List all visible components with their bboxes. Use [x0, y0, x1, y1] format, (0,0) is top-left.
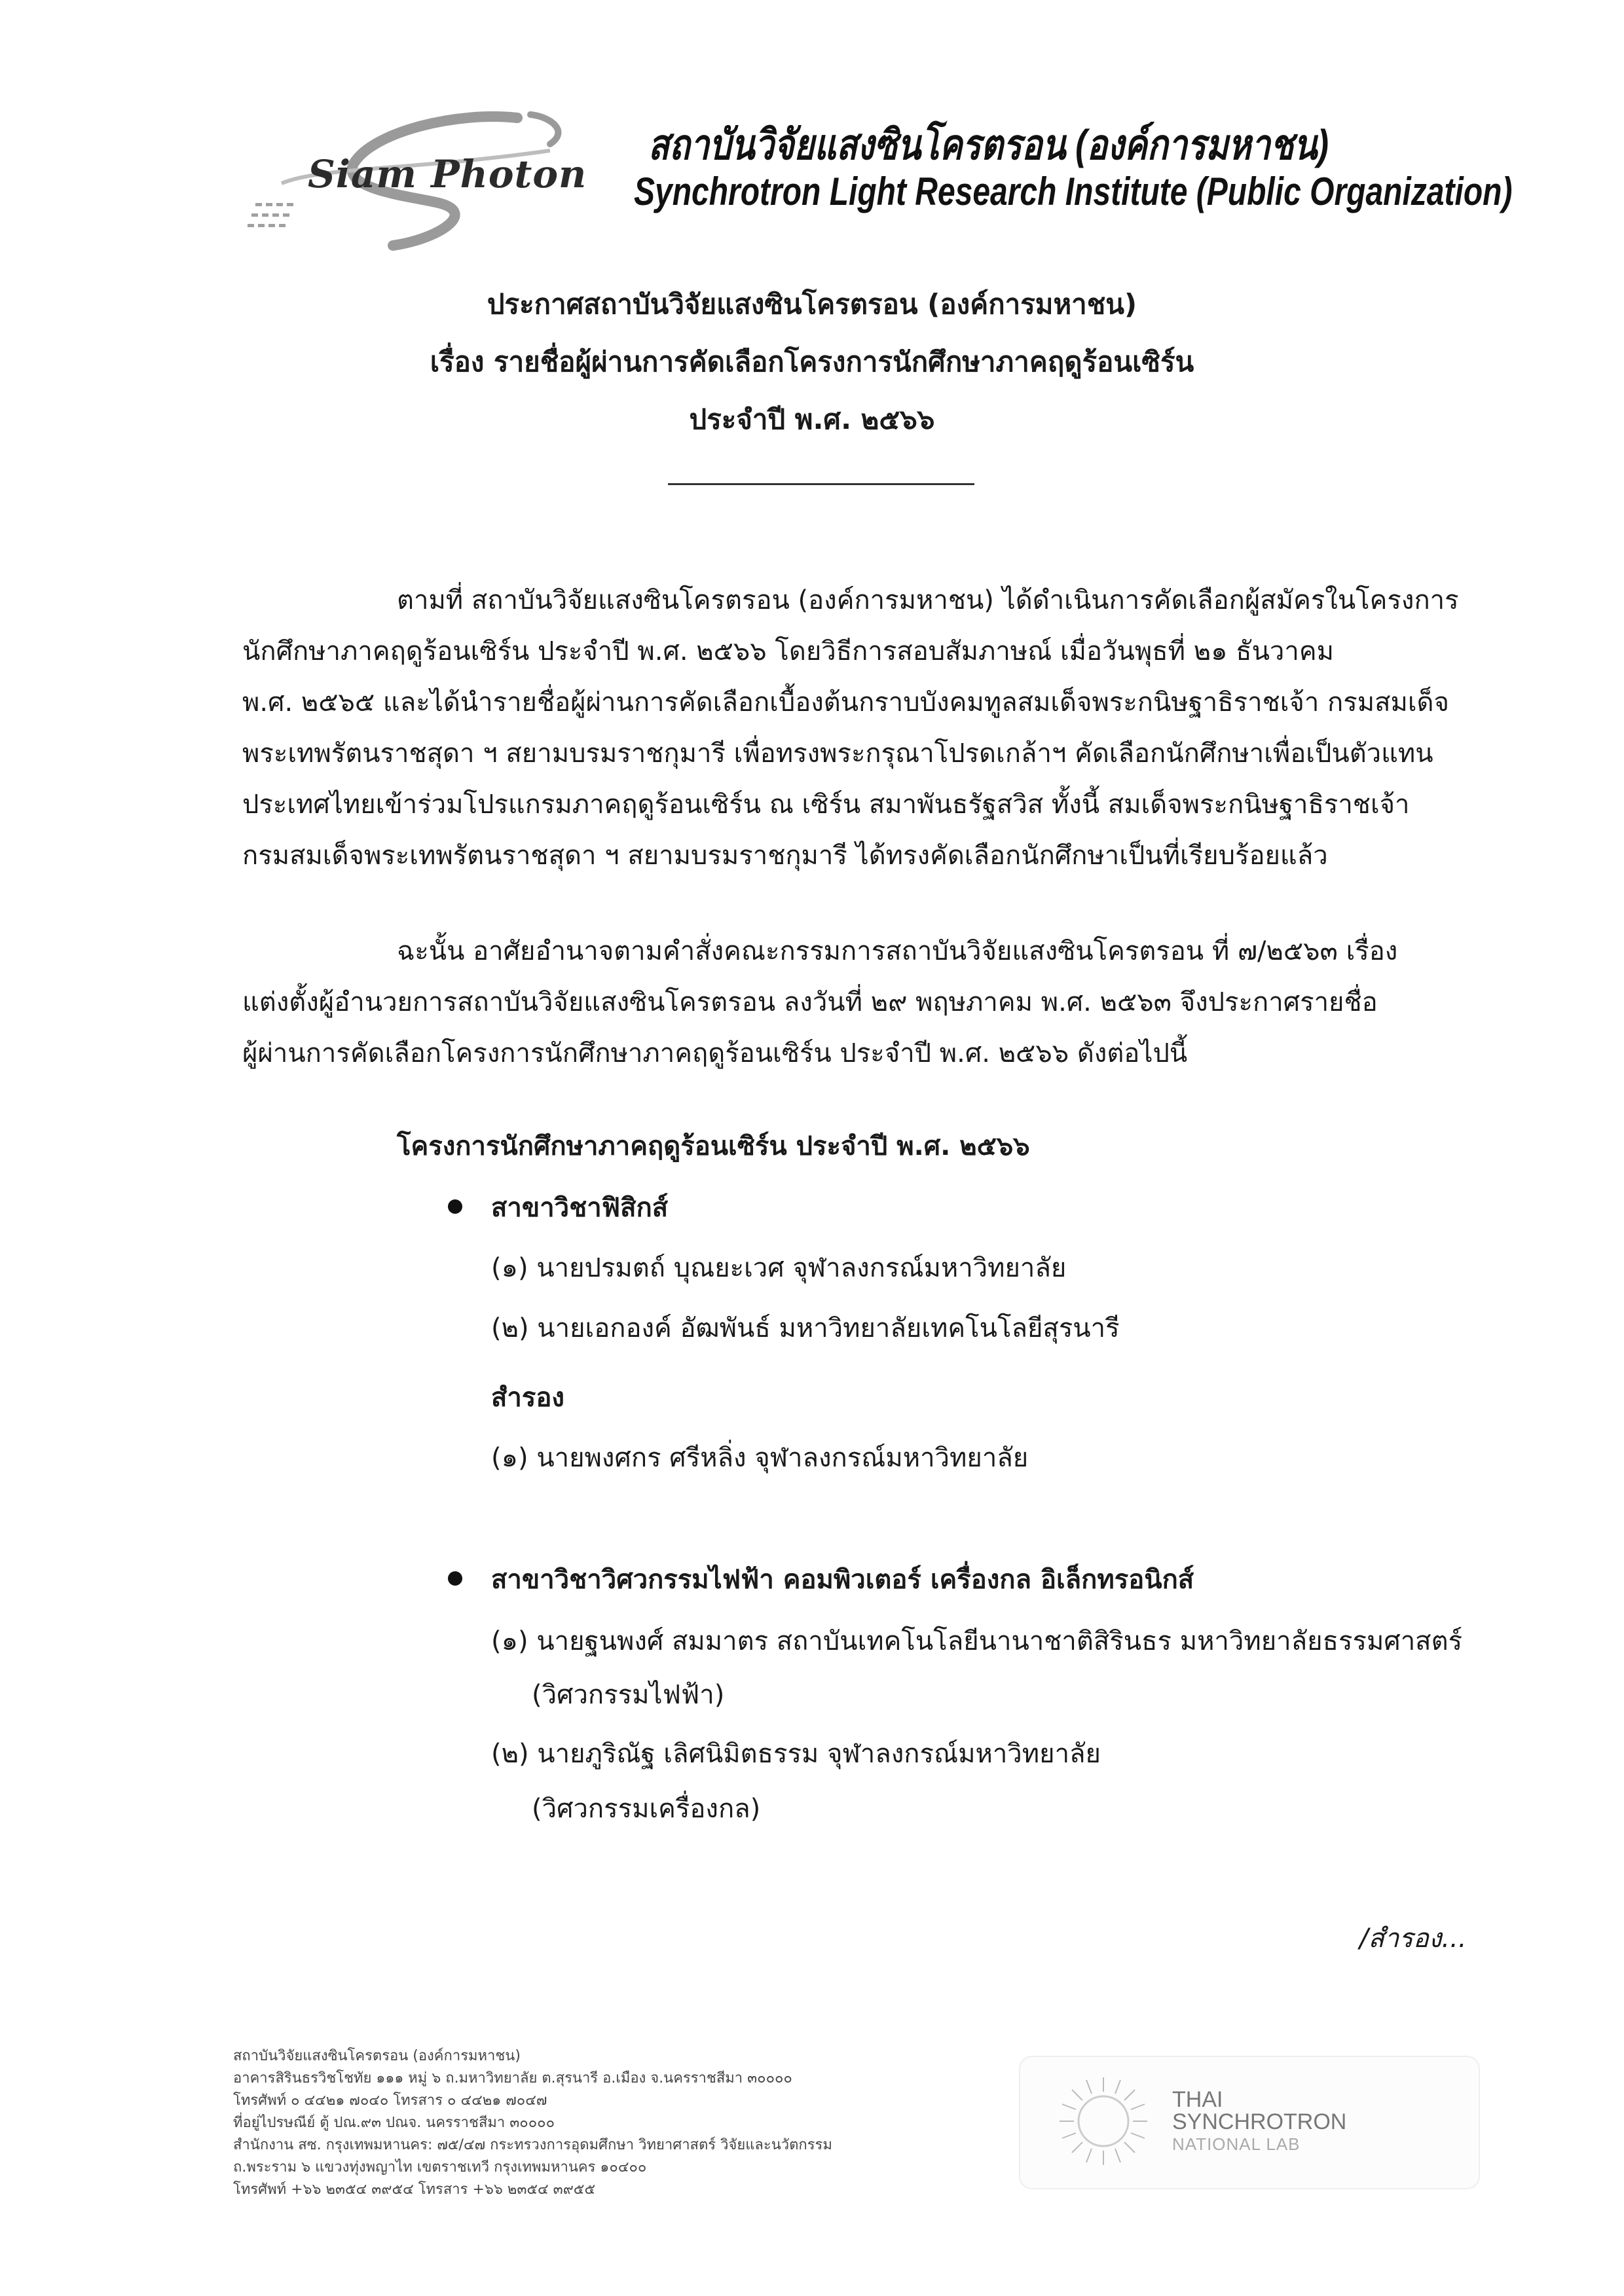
- physics-item: (๑) นายปรมตถ์ บุณยะเวศ จุฬาลงกรณ์มหาวิทยาลัย: [491, 1253, 1067, 1283]
- program-heading: โครงการนักศึกษาภาคฤดูร้อนเซิร์น ประจำปี พ.ศ. ๒๕๖๖: [397, 1131, 1030, 1161]
- para1-line: พระเทพรัตนราชสุดา ฯ สยามบรมราชกุมารี เพื่อทรงพระกรุณาโปรดเกล้าฯ คัดเลือกนักศึกษาเพื่อเป็นตัวแทน: [242, 738, 1433, 769]
- physics-reserve-heading: สำรอง: [491, 1383, 564, 1413]
- footer-line: โทรศัพท์ ๐ ๔๔๒๑ ๗๐๔๐ โทรสาร ๐ ๔๔๒๑ ๗๐๔๗: [233, 2092, 547, 2109]
- announcement-title-line2: เรื่อง รายชื่อผู้ผ่านการคัดเลือกโครงการนักศึกษาภาคฤดูร้อนเซิร์น: [430, 346, 1194, 378]
- para1-line: พ.ศ. ๒๕๖๕ และได้นำรายชื่อผู้ผ่านการคัดเลือกเบื้องต้นกราบบังคมทูลสมเด็จพระกนิษฐาธิราชเจ้า กรมสมเด็จ: [242, 687, 1449, 718]
- bullet-icon: [448, 1199, 462, 1214]
- physics-item: (๒) นายเอกองค์ อัฒพันธ์ มหาวิทยาลัยเทคโนโลยีสุรนารี: [491, 1313, 1120, 1343]
- institute-name-thai: สถาบันวิจัยแสงซินโครตรอน (องค์การมหาชน): [648, 121, 1329, 168]
- para1-line: นักศึกษาภาคฤดูร้อนเซิร์น ประจำปี พ.ศ. ๒๕๖๖ โดยวิธีการสอบสัมภาษณ์ เมื่อวันพุธที่ ๒๑ ธันวาคม: [242, 636, 1334, 666]
- title-divider: [668, 483, 974, 485]
- bullet-icon: [448, 1571, 462, 1586]
- engineering-item: (๑) นายฐนพงศ์ สมมาตร สถาบันเทคโนโลยีนานาชาติสิรินธร มหาวิทยาลัยธรรมศาสตร์: [491, 1626, 1463, 1656]
- engineering-heading: สาขาวิชาวิศวกรรมไฟฟ้า คอมพิวเตอร์ เครื่องกล อิเล็กทรอนิกส์: [491, 1565, 1194, 1595]
- physics-heading: สาขาวิชาฟิสิกส์: [491, 1193, 669, 1223]
- announcement-title-line1: ประกาศสถาบันวิจัยแสงซินโครตรอน (องค์การมหาชน): [487, 288, 1137, 320]
- para2-line: แต่งตั้งผู้อำนวยการสถาบันวิจัยแสงซินโครตรอน ลงวันที่ ๒๙ พฤษภาคม พ.ศ. ๒๕๖๓ จึงประกาศรายชื่อ: [242, 987, 1378, 1017]
- footer-line: สถาบันวิจัยแสงซินโครตรอน (องค์การมหาชน): [233, 2048, 521, 2064]
- footer-line: โทรศัพท์ +๖๖ ๒๓๕๔ ๓๙๕๔ โทรสาร +๖๖ ๒๓๕๔ ๓๙๕๕: [233, 2181, 596, 2198]
- synchrotron-ring-icon: [1054, 2072, 1153, 2170]
- engineering-item: (๒) นายภูริณัฐ เลิศนิมิตธรรม จุฬาลงกรณ์มหาวิทยาลัย: [491, 1739, 1101, 1769]
- footer-line: สำนักงาน สซ. กรุงเทพมหานคร: ๗๕/๔๗ กระทรวงการอุดมศึกษา วิทยาศาสตร์ วิจัยและนวัตกรรม: [233, 2137, 832, 2153]
- footer-line: อาคารสิรินธรวิชโชทัย ๑๑๑ หมู่ ๖ ถ.มหาวิทยาลัย ต.สุรนารี อ.เมือง จ.นครราชสีมา ๓๐๐๐๐: [233, 2070, 792, 2086]
- para2-line: ผู้ผ่านการคัดเลือกโครงการนักศึกษาภาคฤดูร้อนเซิร์น ประจำปี พ.ศ. ๒๕๖๖ ดังต่อไปนี้: [242, 1038, 1188, 1068]
- logo-wordmark: Siam Photon: [308, 152, 587, 196]
- engineering-item-sub: (วิศวกรรมไฟฟ้า): [532, 1680, 725, 1710]
- footer-line: ที่อยู่ไปรษณีย์ ตู้ ปณ.๙๓ ปณจ. นครราชสีมา ๓๐๐๐๐: [233, 2115, 555, 2131]
- announcement-title-line3: ประจำปี พ.ศ. ๒๕๖๖: [689, 403, 935, 435]
- badge-line2: SYNCHROTRON: [1172, 2109, 1347, 2134]
- badge-line1: THAI: [1172, 2087, 1223, 2112]
- continuation-note: /สำรอง...: [1359, 1923, 1467, 1954]
- badge-text: [1172, 2088, 1346, 2155]
- para1-line: กรมสมเด็จพระเทพรัตนราชสุดา ฯ สยามบรมราชกุมารี ได้ทรงคัดเลือกนักศึกษาเป็นที่เรียบร้อยแล้ว: [242, 841, 1328, 871]
- institute-name-english: Synchrotron Light Research Institute (Public Organization): [634, 170, 1513, 213]
- badge-line3: NATIONAL LAB: [1172, 2134, 1301, 2154]
- engineering-item-sub: (วิศวกรรมเครื่องกล): [532, 1794, 761, 1824]
- footer-contact: [233, 2045, 832, 2201]
- physics-reserve-item: (๑) นายพงศกร ศรีหลิ่ง จุฬาลงกรณ์มหาวิทยาลัย: [491, 1443, 1029, 1473]
- para2-line: ฉะนั้น อาศัยอำนาจตามคำสั่งคณะกรรมการสถาบันวิจัยแสงซินโครตรอน ที่ ๗/๒๕๖๓ เรื่อง: [397, 936, 1398, 966]
- para1-line: ตามที่ สถาบันวิจัยแสงซินโครตรอน (องค์การมหาชน) ได้ดำเนินการคัดเลือกผู้สมัครในโครงการ: [397, 585, 1459, 615]
- para1-line: ประเทศไทยเข้าร่วมโปรแกรมภาคฤดูร้อนเซิร์น ณ เซิร์น สมาพันธรัฐสวิส ทั้งนี้ สมเด็จพระกนิษฐาธิราชเจ้า: [242, 790, 1410, 820]
- footer-line: ถ.พระราม ๖ แขวงทุ่งพญาไท เขตราชเทวี กรุงเทพมหานคร ๑๐๔๐๐: [233, 2159, 647, 2176]
